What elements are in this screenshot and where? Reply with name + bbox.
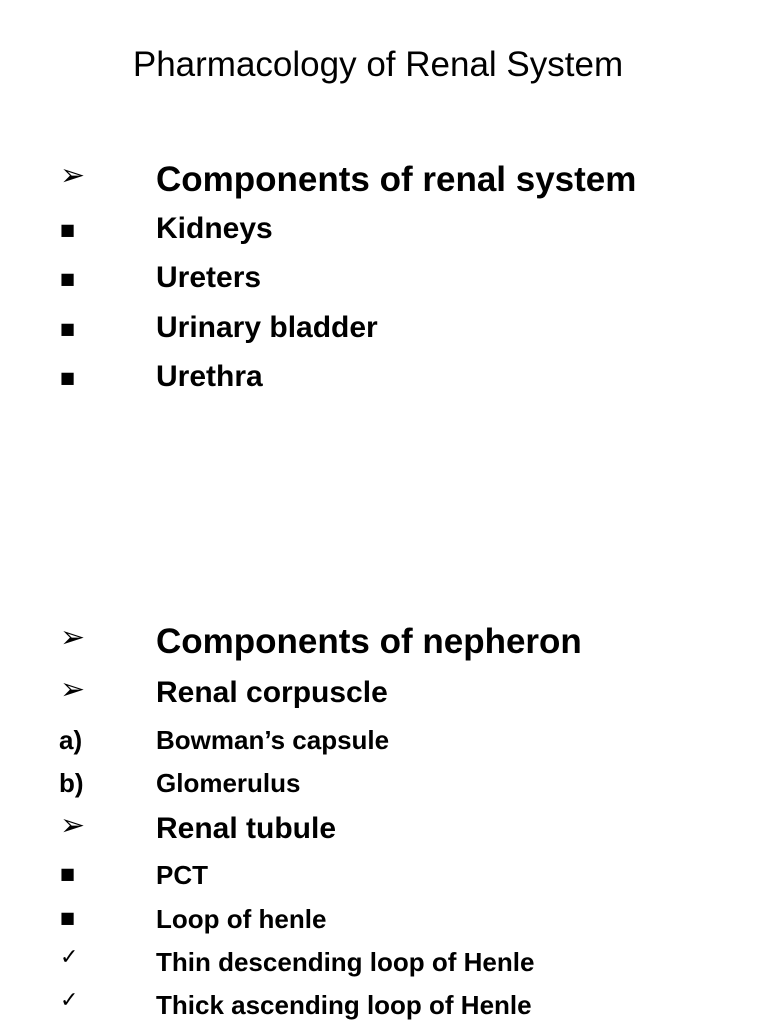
arrow-bullet-icon: ➢ <box>60 808 86 843</box>
section-heading-text: Components of nepheron <box>156 622 582 661</box>
square-bullet-icon: ■ <box>60 319 76 338</box>
arrow-bullet-icon: ➢ <box>60 620 86 655</box>
list-item-text: Ureters <box>156 261 262 294</box>
checkmark-bullet-icon: ✓ <box>60 988 79 1013</box>
arrow-bullet-icon: ➢ <box>60 158 86 193</box>
list-item-text: Bowman’s capsule <box>156 725 390 755</box>
page-title: Pharmacology of Renal System <box>132 45 624 84</box>
square-bullet-icon: ■ <box>60 220 76 239</box>
checkmark-bullet-icon: ✓ <box>60 945 79 970</box>
arrow-bullet-icon: ➢ <box>60 672 86 707</box>
list-item-text: Glomerulus <box>156 768 301 798</box>
subsection-heading-text: Renal corpuscle <box>156 676 388 709</box>
square-bullet-icon: ■ <box>60 269 76 288</box>
list-item-text: Urethra <box>156 360 263 393</box>
subsection-heading-text: Renal tubule <box>156 812 337 845</box>
list-item-text: Loop of henle <box>156 904 327 934</box>
list-item-text: Kidneys <box>156 212 273 245</box>
list-item-letter: a) <box>59 725 83 755</box>
list-item-text: Thick ascending loop of Henle <box>156 990 532 1020</box>
square-bullet-icon: ■ <box>60 864 76 883</box>
list-item-text: PCT <box>156 860 208 890</box>
square-bullet-icon: ■ <box>60 908 76 927</box>
list-item-text: Thin descending loop of Henle <box>156 947 535 977</box>
square-bullet-icon: ■ <box>60 368 76 387</box>
list-item-text: Urinary bladder <box>156 311 378 344</box>
section-heading-text: Components of renal system <box>156 160 637 199</box>
list-item-letter: b) <box>59 768 84 798</box>
